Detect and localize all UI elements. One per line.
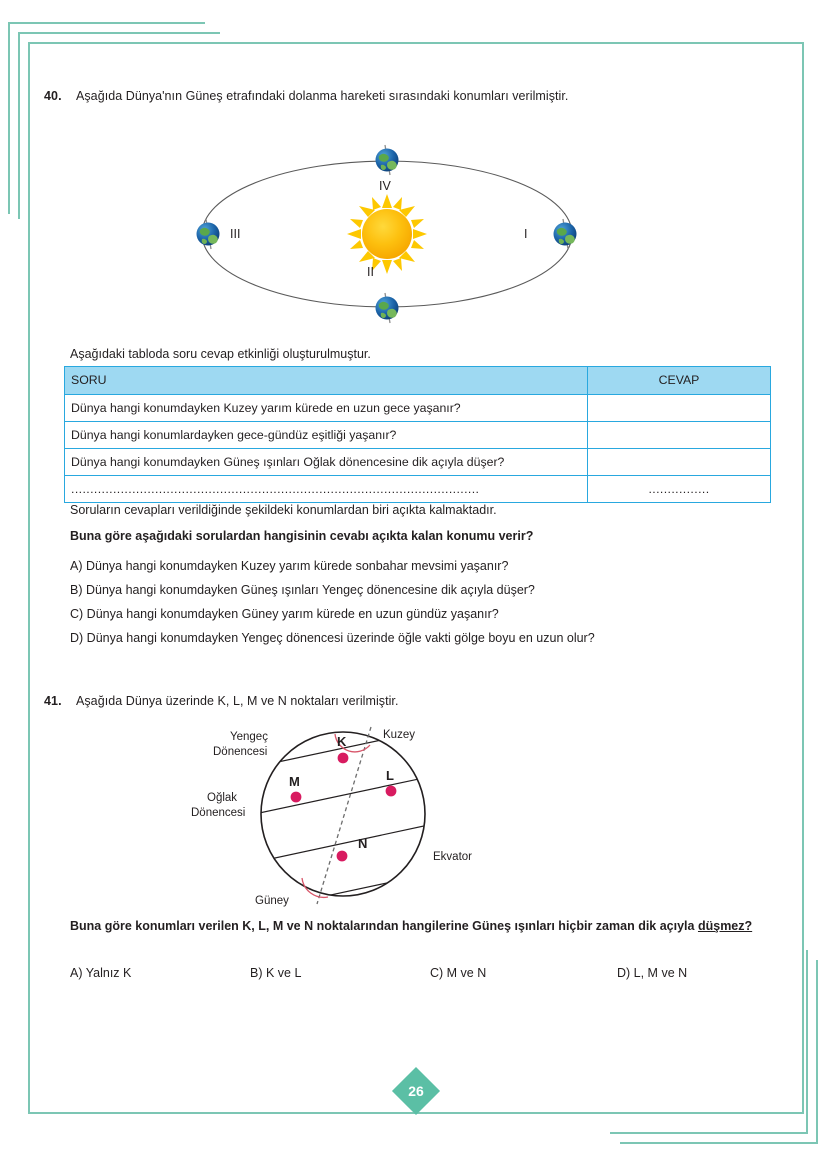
tropic-of-capricorn-label-line1: Oğlak xyxy=(207,792,238,804)
equator-label: Ekvator xyxy=(433,851,472,863)
point-N-label: N xyxy=(358,836,368,851)
earth-globe-diagram xyxy=(185,720,505,910)
table-cell-soru-blank[interactable]: ........................................................................................................... xyxy=(65,476,588,503)
table-intro-text: Aşağıdaki tabloda soru cevap etkinliği oluşturulmuştur. xyxy=(70,347,371,361)
table-cell-cevap[interactable] xyxy=(588,422,771,449)
question-41-number: 41. xyxy=(44,694,62,708)
question-41-option-a[interactable]: A) Yalnız K xyxy=(70,966,132,980)
tropic-of-capricorn-label-line2: Dönencesi xyxy=(191,807,246,819)
question-40-note: Soruların cevapları verildiğinde şekildeki konumlardan biri açıkta kalmaktadır. xyxy=(70,503,497,517)
point-L-dot xyxy=(386,786,397,797)
orbit-label-III: III xyxy=(230,227,241,241)
corner-frame-top-left-outer xyxy=(8,22,205,214)
point-K-label: K xyxy=(337,734,347,749)
question-41-stem: Aşağıda Dünya üzerinde K, L, M ve N noktaları verilmiştir. xyxy=(76,694,399,708)
table-cell-cevap-blank[interactable]: ................ xyxy=(588,476,771,503)
question-40-option-b[interactable]: B) Dünya hangi konumdayken Güneş ışınları Yengeç dönencesine dik açıyla düşer? xyxy=(70,583,535,597)
table-cell-soru: Dünya hangi konumlardayken gece-gündüz eşitliği yaşanır? xyxy=(65,422,588,449)
question-41-prompt xyxy=(70,919,776,933)
question-answer-table xyxy=(64,366,771,503)
orbit-label-IV: IV xyxy=(379,179,391,193)
earth-position-III xyxy=(197,219,220,249)
orbit-label-I: I xyxy=(524,227,528,241)
point-K-dot xyxy=(338,753,349,764)
question-40-prompt: Buna göre aşağıdaki sorulardan hangisinin cevabı açıkta kalan konumu verir? xyxy=(70,529,534,543)
question-40-number: 40. xyxy=(44,89,62,103)
tropic-of-cancer-label-line1: Yengeç xyxy=(230,731,268,743)
question-41-option-c[interactable]: C) M ve N xyxy=(430,966,487,980)
question-41-option-b[interactable]: B) K ve L xyxy=(250,966,302,980)
table-header-row xyxy=(65,367,771,395)
table-header-soru: SORU xyxy=(65,367,588,395)
question-41-option-d[interactable]: D) L, M ve N xyxy=(617,966,688,980)
orbit-label-II: II xyxy=(367,265,374,279)
question-41-prompt-emphasis: düşmez? xyxy=(697,919,753,933)
question-40-option-a[interactable]: A) Dünya hangi konumdayken Kuzey yarım kürede sonbahar mevsimi yaşanır? xyxy=(70,559,509,573)
page-number-text: 26 xyxy=(408,1083,424,1099)
south-pole-label: Güney xyxy=(255,895,289,907)
table-cell-soru: Dünya hangi konumdayken Güneş ışınları Oğlak dönencesine dik açıyla düşer? xyxy=(65,449,588,476)
table-cell-soru: Dünya hangi konumdayken Kuzey yarım kürede en uzun gece yaşanır? xyxy=(65,395,588,422)
question-40-option-c[interactable]: C) Dünya hangi konumdayken Güney yarım kürede en uzun gündüz yaşanır? xyxy=(70,607,499,621)
point-M-dot xyxy=(291,792,302,803)
question-40-stem: Aşağıda Dünya'nın Güneş etrafındaki dolanma hareketi sırasındaki konumları verilmiştir. xyxy=(76,89,569,103)
page-number-badge xyxy=(392,1067,440,1115)
table-row xyxy=(65,449,771,476)
tropic-of-cancer-label-line2: Dönencesi xyxy=(213,746,268,758)
earth-position-IV xyxy=(376,145,399,175)
table-cell-cevap[interactable] xyxy=(588,395,771,422)
table-row xyxy=(65,395,771,422)
sun-icon xyxy=(347,194,427,274)
orbit-diagram xyxy=(180,120,600,335)
earth-position-II xyxy=(376,293,399,323)
point-L-label: L xyxy=(386,768,394,783)
corner-frame-bottom-right-outer xyxy=(620,960,818,1144)
table-row xyxy=(65,476,771,503)
question-40-option-d[interactable]: D) Dünya hangi konumdayken Yengeç dönencesi üzerinde öğle vakti gölge boyu en uzun olur? xyxy=(70,631,595,645)
table-cell-cevap[interactable] xyxy=(588,449,771,476)
table-row xyxy=(65,422,771,449)
point-N-dot xyxy=(337,851,348,862)
earth-position-I xyxy=(554,219,577,249)
north-pole-label: Kuzey xyxy=(383,729,415,741)
question-41-prompt-line1: Buna göre konumları verilen K, L, M ve N noktalarından hangilerine Güneş ışınları hiçbir zaman dik açıyla xyxy=(70,919,695,933)
point-M-label: M xyxy=(289,774,300,789)
table-header-cevap: CEVAP xyxy=(588,367,771,395)
